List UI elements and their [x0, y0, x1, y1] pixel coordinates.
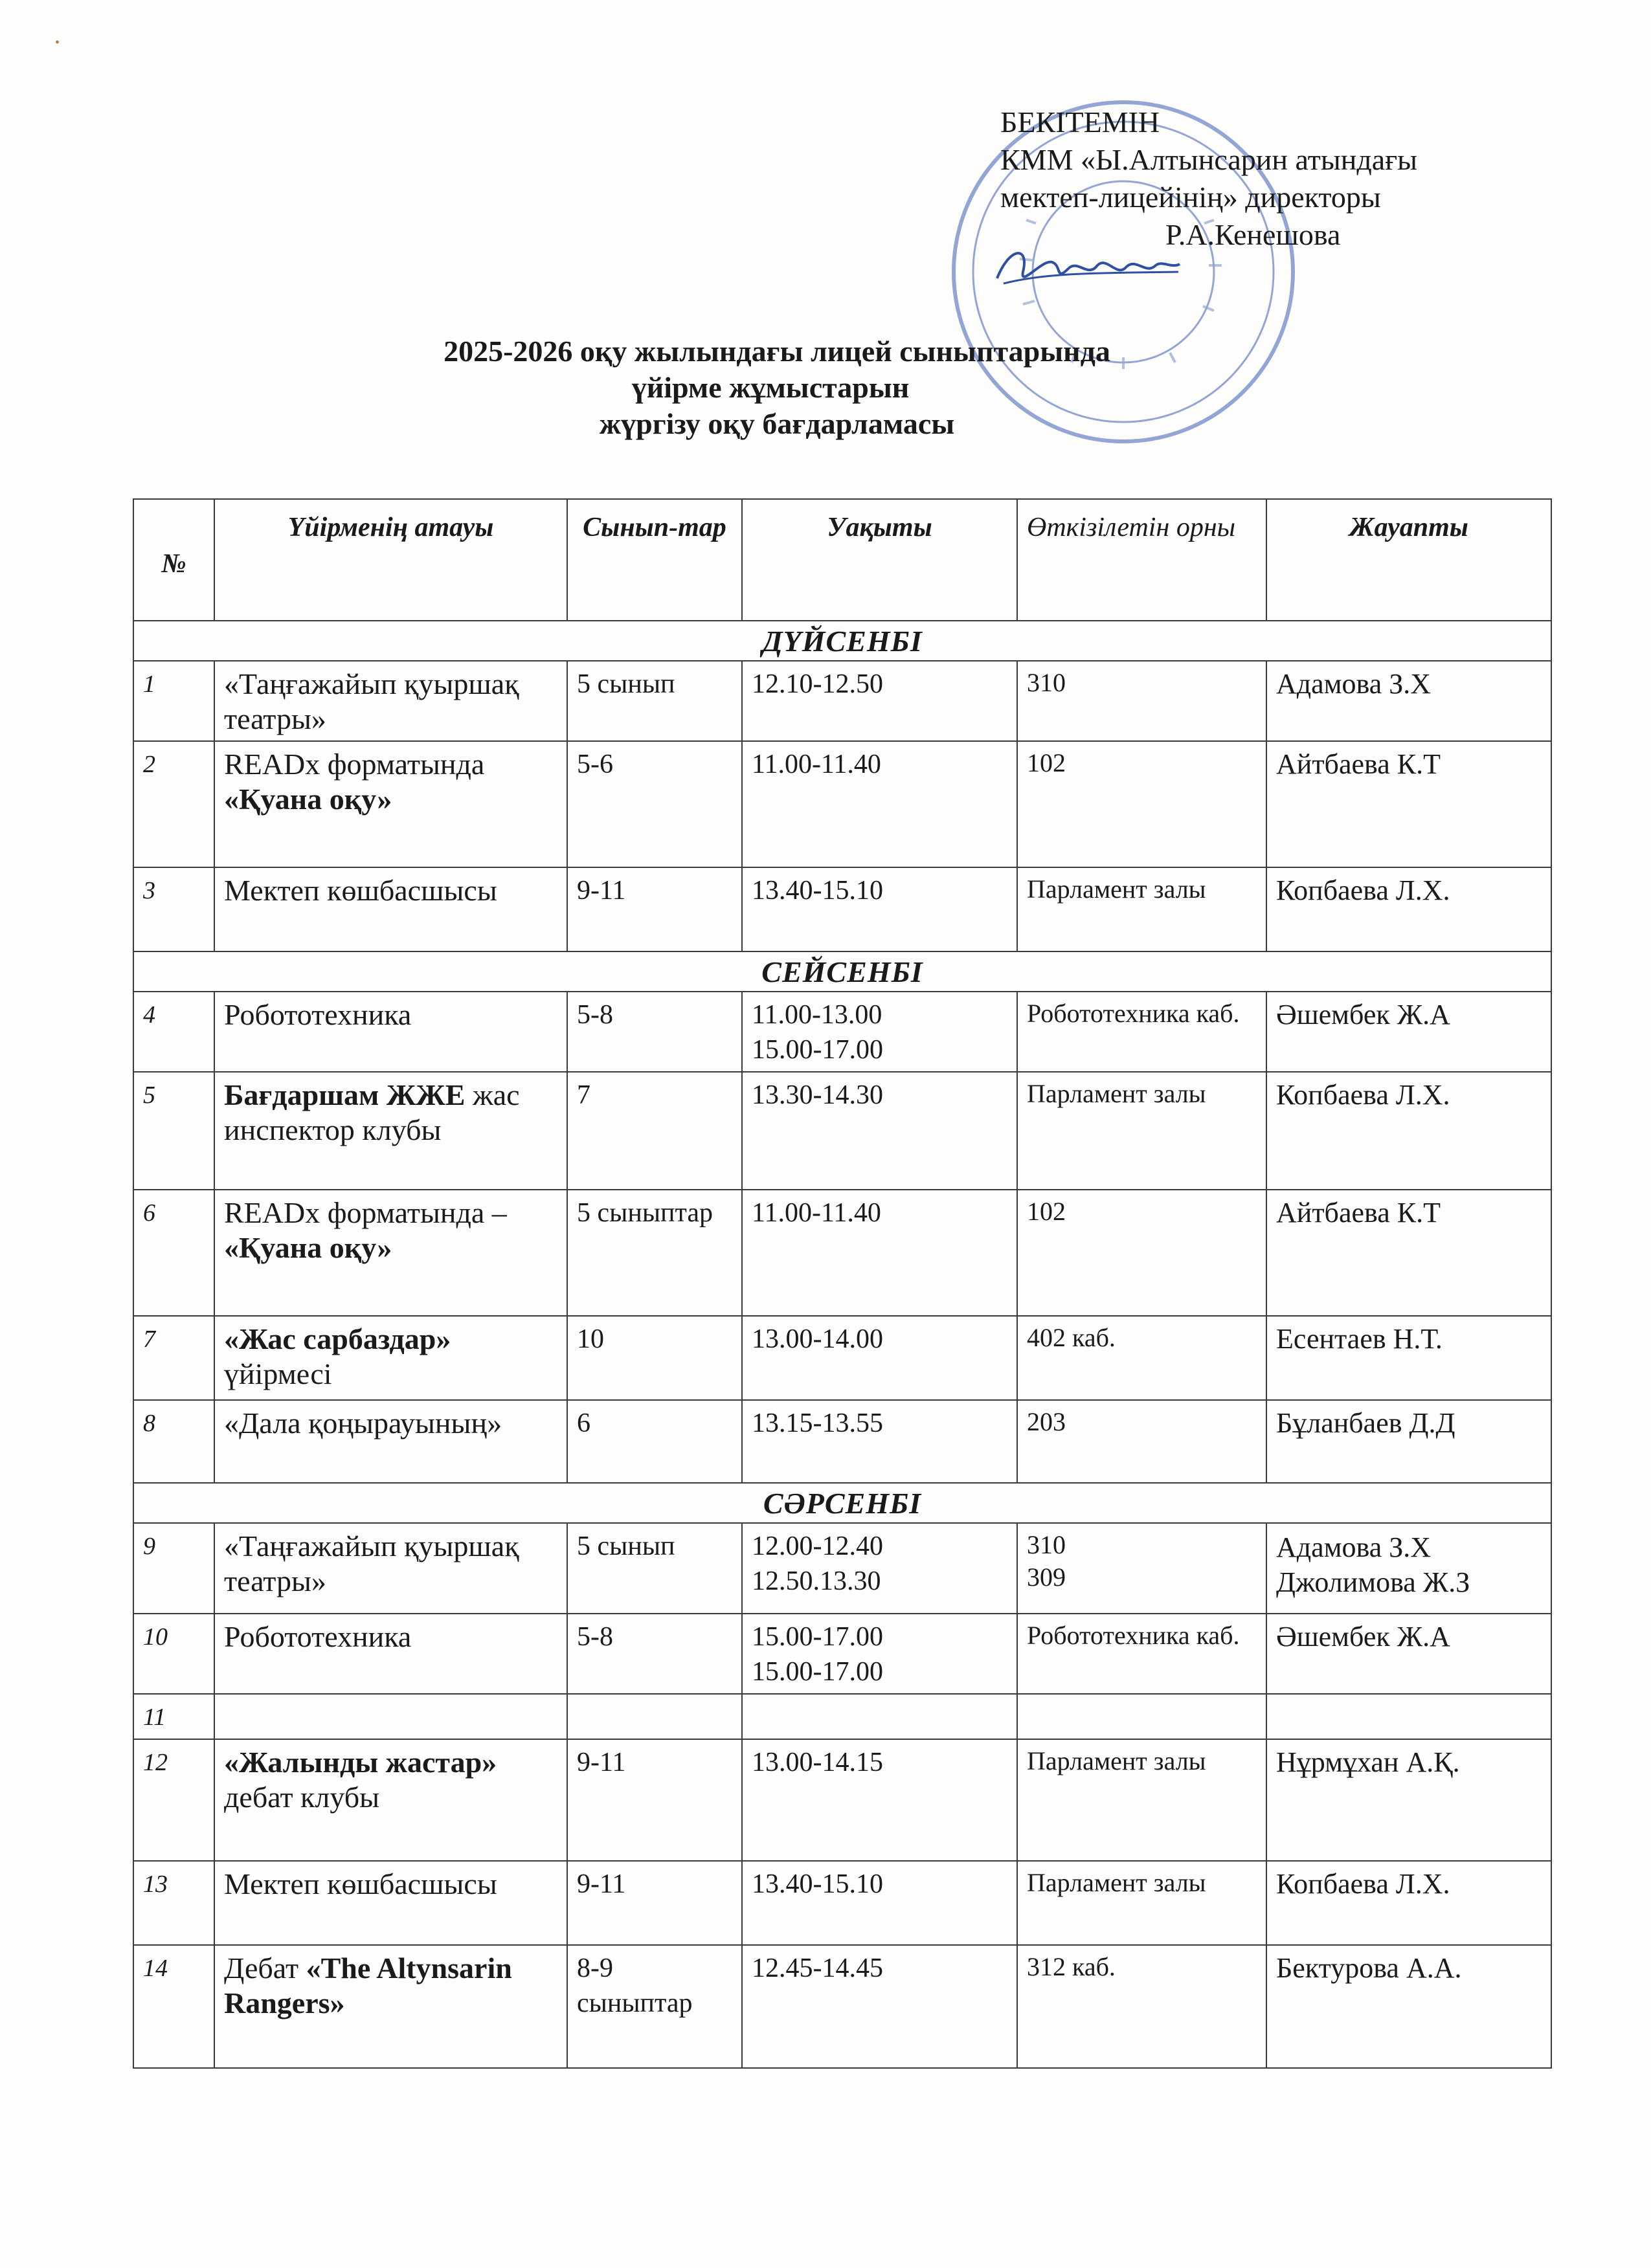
row-name: Робототехника [214, 992, 567, 1072]
day-row-tuesday [133, 951, 1551, 992]
row-time [742, 1694, 1017, 1739]
row-time: 12.45-14.45 [742, 1945, 1017, 2068]
row-time-1: 15.00-17.00 [752, 1622, 883, 1652]
row-place: Парламент залы [1017, 1072, 1266, 1190]
table-row [133, 1523, 1551, 1614]
row-name-plain: READх форматында – [224, 1196, 507, 1229]
row-place: 312 каб. [1017, 1945, 1266, 2068]
table-header-row [133, 499, 1551, 621]
day-row-wednesday [133, 1483, 1551, 1523]
row-time [742, 1523, 1017, 1614]
row-classes [567, 1694, 742, 1739]
row-place: Робототехника каб. [1017, 1614, 1266, 1694]
row-name: Мектеп көшбасшысы [214, 867, 567, 951]
row-name: Мектеп көшбасшысы [214, 1861, 567, 1945]
row-name-plain: үйірмесі [224, 1357, 332, 1390]
row-name [214, 1945, 567, 2068]
header-name: Үйірменің атауы [214, 499, 567, 621]
row-time: 12.10-12.50 [742, 661, 1017, 741]
row-time: 13.30-14.30 [742, 1072, 1017, 1190]
row-time-1: 11.00-13.00 [752, 1000, 882, 1030]
row-place [1017, 1694, 1266, 1739]
row-time: 13.40-15.10 [742, 1861, 1017, 1945]
row-classes: 8-9 сыныптар [567, 1945, 742, 2068]
row-classes: 10 [567, 1316, 742, 1400]
row-time [742, 992, 1017, 1072]
approval-block [1000, 104, 1417, 254]
row-name: Робототехника [214, 1614, 567, 1694]
row-responsible: Копбаева Л.Х. [1266, 867, 1551, 951]
row-time: 13.15-13.55 [742, 1400, 1017, 1483]
table-row [133, 741, 1551, 867]
row-num: 5 [133, 1072, 214, 1190]
row-classes: 7 [567, 1072, 742, 1190]
row-responsible: Бектурова А.А. [1266, 1945, 1551, 2068]
row-classes: 9-11 [567, 1861, 742, 1945]
row-name [214, 1072, 567, 1190]
row-time: 11.00-11.40 [742, 1190, 1017, 1316]
row-responsible [1266, 1694, 1551, 1739]
approval-position: мектеп-лицейінің» директоры [1000, 181, 1381, 214]
row-num: 2 [133, 741, 214, 867]
row-responsible-1: Адамова З.Х [1276, 1531, 1432, 1563]
table-row [133, 1694, 1551, 1739]
row-time: 11.00-11.40 [742, 741, 1017, 867]
row-responsible: Копбаева Л.Х. [1266, 1861, 1551, 1945]
row-place: 402 каб. [1017, 1316, 1266, 1400]
row-place-1: 310 [1027, 1530, 1066, 1559]
row-responsible: Бұланбаев Д.Д [1266, 1400, 1551, 1483]
row-num: 11 [133, 1694, 214, 1739]
row-num: 14 [133, 1945, 214, 2068]
row-classes: 5 сыныптар [567, 1190, 742, 1316]
row-num: 4 [133, 992, 214, 1072]
header-classes: Сынып-тар [567, 499, 742, 621]
table-row [133, 1072, 1551, 1190]
table-row [133, 661, 1551, 741]
row-time-2: 15.00-17.00 [752, 1657, 883, 1687]
row-classes: 5-6 [567, 741, 742, 867]
row-name-plain: жас инспектор клубы [224, 1078, 520, 1146]
table-row [133, 1861, 1551, 1945]
row-name [214, 1739, 567, 1861]
row-time: 13.00-14.15 [742, 1739, 1017, 1861]
table-row [133, 1316, 1551, 1400]
row-name-bold: «Жас сарбаздар» [224, 1322, 451, 1355]
row-responsible: Адамова З.Х [1266, 661, 1551, 741]
header-time: Уақыты [742, 499, 1017, 621]
row-name [214, 1694, 567, 1739]
row-name-bold: «Қуана оқу» [224, 1231, 392, 1264]
row-responsible: Әшембек Ж.А [1266, 992, 1551, 1072]
row-name: «Дала қоңырауының» [214, 1400, 567, 1483]
row-name-bold: «Жалынды жастар» [224, 1746, 497, 1779]
row-place: Парламент залы [1017, 867, 1266, 951]
row-place: Парламент залы [1017, 1861, 1266, 1945]
schedule-table [133, 498, 1552, 2069]
row-time: 13.00-14.00 [742, 1316, 1017, 1400]
row-name-plain: Дебат [224, 1951, 299, 1984]
header-responsible: Жауапты [1266, 499, 1551, 621]
row-num: 12 [133, 1739, 214, 1861]
approval-heading: БЕКІТЕМІН [1000, 106, 1160, 139]
row-responsible-2: Джолимова Ж.З [1276, 1566, 1470, 1598]
row-time-2: 15.00-17.00 [752, 1035, 883, 1065]
day-label: СӘРСЕНБІ [133, 1483, 1551, 1523]
row-responsible [1266, 1523, 1551, 1614]
row-time: 13.40-15.10 [742, 867, 1017, 951]
row-name [214, 741, 567, 867]
day-label: ДҮЙСЕНБІ [133, 621, 1551, 661]
table-row [133, 1400, 1551, 1483]
row-place: 203 [1017, 1400, 1266, 1483]
row-num: 13 [133, 1861, 214, 1945]
row-responsible: Айтбаева К.Т [1266, 741, 1551, 867]
row-responsible: Әшембек Ж.А [1266, 1614, 1551, 1694]
row-place: 102 [1017, 1190, 1266, 1316]
row-classes: 5 сынып [567, 661, 742, 741]
approval-director-name: Р.А.Кенешова [1165, 218, 1341, 251]
day-row-monday [133, 621, 1551, 661]
row-responsible: Нұрмұхан А.Қ. [1266, 1739, 1551, 1861]
title-line-2: үйірме жұмыстарын [631, 371, 910, 404]
row-name: «Таңғажайып қуыршақ театры» [214, 1523, 567, 1614]
row-num: 3 [133, 867, 214, 951]
table-row [133, 867, 1551, 951]
row-place: Парламент залы [1017, 1739, 1266, 1861]
row-name: «Таңғажайып қуыршақ театры» [214, 661, 567, 741]
row-name-plain: дебат клубы [224, 1781, 380, 1814]
row-classes: 9-11 [567, 867, 742, 951]
table-row [133, 992, 1551, 1072]
row-num: 1 [133, 661, 214, 741]
row-place [1017, 1523, 1266, 1614]
row-num: 8 [133, 1400, 214, 1483]
approval-org: КММ «Ы.Алтынсарин атындағы [1000, 143, 1417, 176]
table-row [133, 1614, 1551, 1694]
row-classes: 5-8 [567, 992, 742, 1072]
row-place: 310 [1017, 661, 1266, 741]
row-name [214, 1316, 567, 1400]
row-place: 102 [1017, 741, 1266, 867]
row-time-1: 12.00-12.40 [752, 1531, 883, 1561]
title-line-1: 2025-2026 оқу жылындағы лицей сыныптарында [444, 335, 1110, 368]
row-name-bold: «The Altynsarin Rangers» [224, 1951, 512, 2019]
row-num: 6 [133, 1190, 214, 1316]
row-name-bold: Бағдаршам ЖЖЕ [224, 1078, 466, 1111]
row-num: 10 [133, 1614, 214, 1694]
row-name-bold: «Қуана оқу» [224, 783, 392, 816]
row-place-2: 309 [1027, 1562, 1066, 1592]
row-time [742, 1614, 1017, 1694]
row-responsible: Айтбаева К.Т [1266, 1190, 1551, 1316]
table-row [133, 1739, 1551, 1861]
row-responsible: Есентаев Н.Т. [1266, 1316, 1551, 1400]
header-place: Өткізілетін орны [1017, 499, 1266, 621]
row-classes: 5 сынып [567, 1523, 742, 1614]
header-num: № [133, 499, 214, 621]
title-line-3: жүргізу оқу бағдарламасы [599, 407, 955, 440]
row-place: Робототехника каб. [1017, 992, 1266, 1072]
row-classes: 5-8 [567, 1614, 742, 1694]
row-time-2: 12.50.13.30 [752, 1566, 881, 1596]
table-row [133, 1945, 1551, 2068]
row-classes: 9-11 [567, 1739, 742, 1861]
row-num: 9 [133, 1523, 214, 1614]
row-name [214, 1190, 567, 1316]
scan-speck: • [55, 36, 60, 50]
row-num: 7 [133, 1316, 214, 1400]
row-name-plain: READх форматында [224, 748, 485, 781]
table-row [133, 1190, 1551, 1316]
row-responsible: Копбаева Л.Х. [1266, 1072, 1551, 1190]
row-classes: 6 [567, 1400, 742, 1483]
day-label: СЕЙСЕНБІ [133, 951, 1551, 992]
document-title [0, 333, 1651, 442]
